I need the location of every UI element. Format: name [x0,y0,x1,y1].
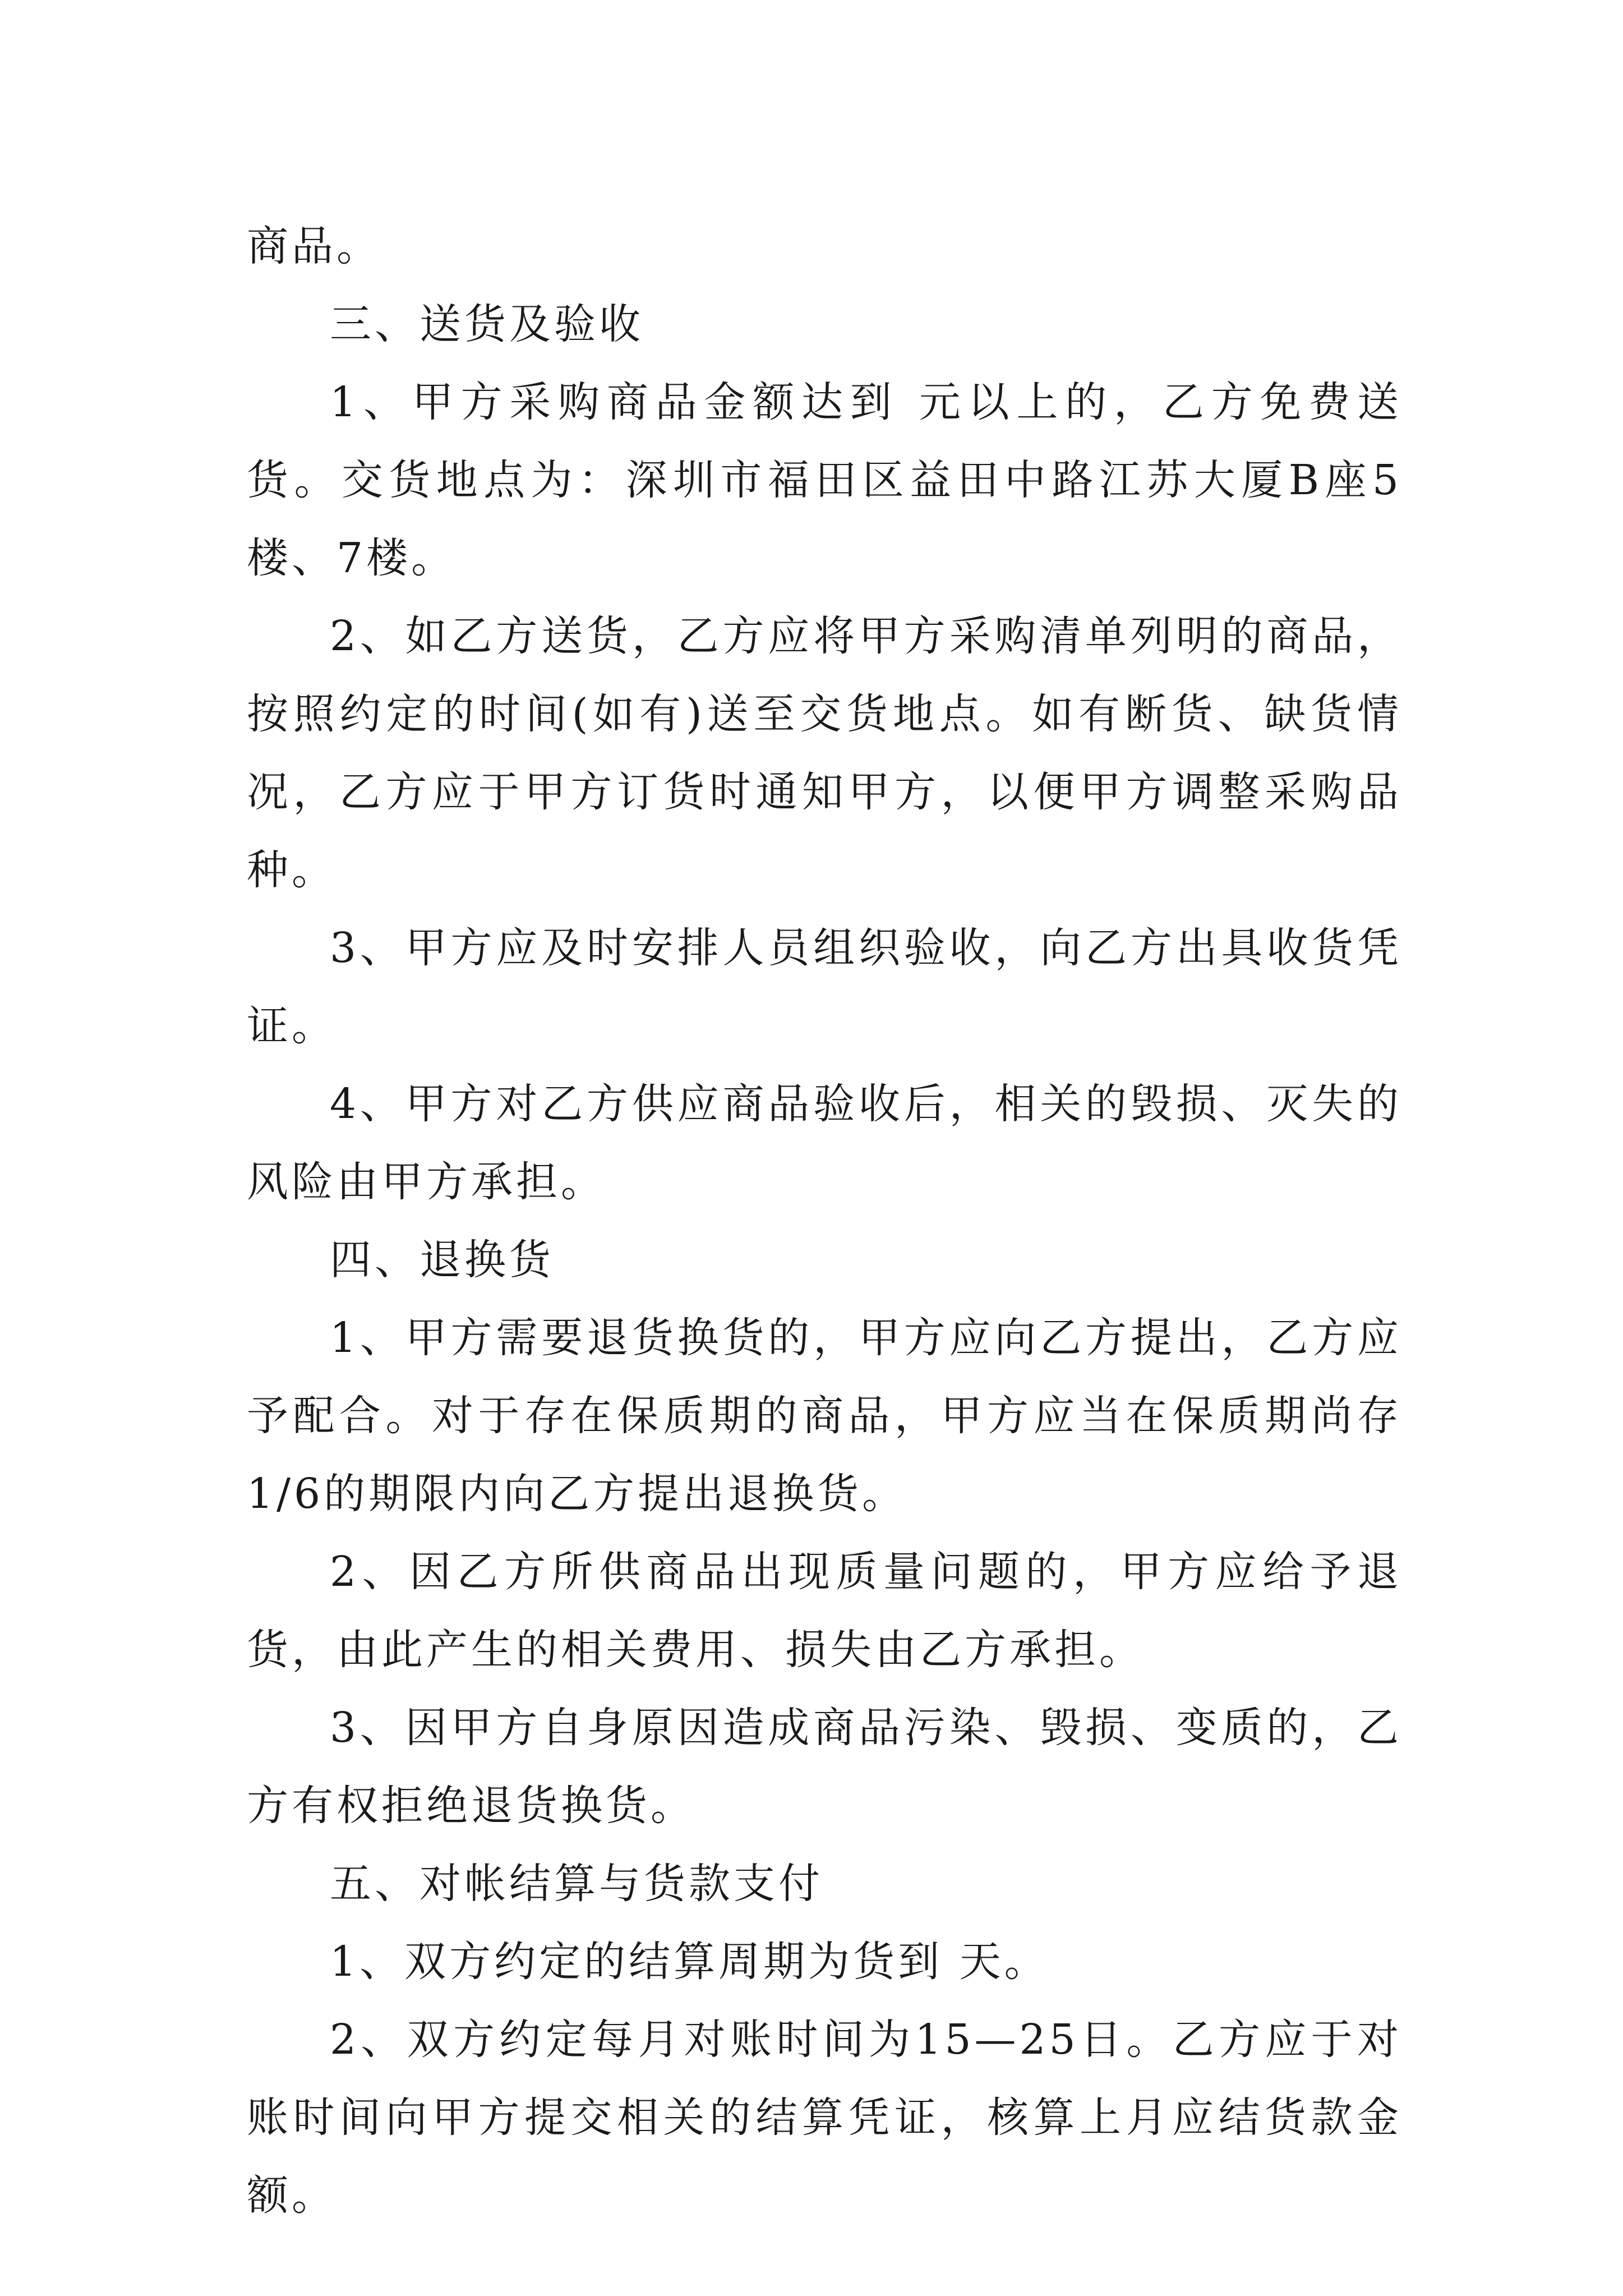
paragraph-returns-1: 1、甲方需要退货换货的，甲方应向乙方提出，乙方应予配合。对于存在保质期的商品，甲方应当在保质期尚存1/6的期限内向乙方提出退换货。 [247,1314,1402,1518]
paragraph-settlement-2: 2、双方约定每月对账时间为15—25日。乙方应于对账时间向甲方提交相关的结算凭证，核算上月应结货款金额。 [247,2016,1402,2220]
paragraph-settlement-1: 1、双方约定的结算周期为货到 天。 [330,1938,1049,1986]
paragraph-returns-2: 2、因乙方所供商品出现质量问题的，甲方应给予退货，由此产生的相关费用、损失由乙方承担。 [247,1548,1402,1674]
section-heading-settlement: 五、对帐结算与货款支付 [330,1860,823,1908]
paragraph-returns-3: 3、因甲方自身原因造成商品污染、毁损、变质的，乙方有权拒绝退货换货。 [247,1704,1402,1830]
document-page [247,208,1402,2235]
section-heading-delivery: 三、送货及验收 [330,300,644,348]
paragraph-goods-end: 商品。 [247,222,381,270]
paragraph-delivery-3: 3、甲方应及时安排人员组织验收，向乙方出具收货凭证。 [247,924,1402,1050]
paragraph-delivery-2: 2、如乙方送货，乙方应将甲方采购清单列明的商品，按照约定的时间(如有)送至交货地点。如有断货、缺货情况，乙方应于甲方订货时通知甲方，以便甲方调整采购品种。 [247,612,1402,894]
paragraph-delivery-1: 1、甲方采购商品金额达到 元以上的，乙方免费送货。交货地点为：深圳市福田区益田中路江苏大厦B座5楼、7楼。 [247,378,1402,582]
section-heading-returns: 四、退换货 [330,1236,554,1284]
paragraph-delivery-4: 4、甲方对乙方供应商品验收后，相关的毁损、灭失的风险由甲方承担。 [247,1080,1402,1206]
